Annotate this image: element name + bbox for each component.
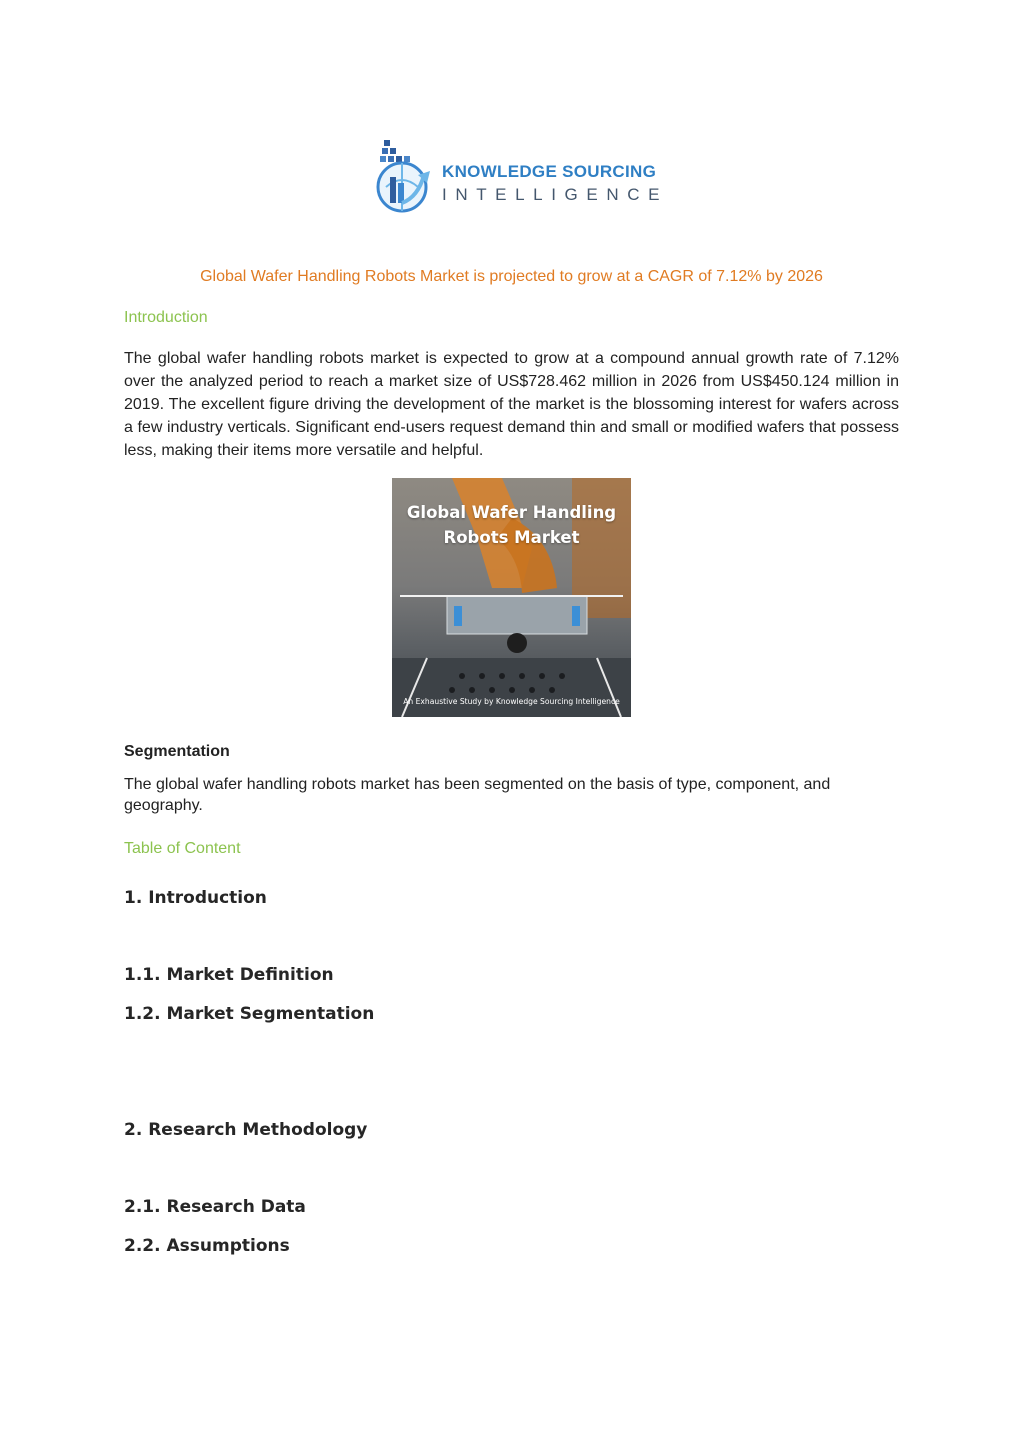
logo-text-line2: INTELLIGENCE [442, 185, 669, 204]
report-image-divider [400, 595, 623, 597]
logo-text-line1: KNOWLEDGE SOURCING [442, 162, 657, 181]
report-image-title-line1: Global Wafer Handling [406, 503, 617, 522]
report-image-title [392, 500, 631, 550]
report-cover-image [392, 478, 631, 717]
introduction-paragraph: The global wafer handling robots market is expected to grow at a compound annual growth rate of 7.12% over the analyzed period to reach a market size of US$728.462 million in 2026 from US$450.124 million in 2019. The excellent figure driving the development of the market is the blossoming interest for wafers across a few industry verticals. Significant end-users request demand thin and small or modified wafers that possess less, making their items more versatile and helpful. [124, 350, 899, 459]
page-title: Global Wafer Handling Robots Market is projected to grow at a CAGR of 7.12% by 2026 [200, 268, 823, 285]
segmentation-heading: Segmentation [124, 743, 230, 760]
toc-item: 2.2. Assumptions [124, 1236, 290, 1256]
company-logo [372, 135, 669, 215]
toc-item: 2.1. Research Data [124, 1197, 306, 1217]
toc-item: 1. Introduction [124, 888, 267, 908]
report-image-caption: An Exhaustive Study by Knowledge Sourcing Intelligence [403, 697, 620, 706]
segmentation-paragraph: The global wafer handling robots market has been segmented on the basis of type, component, and geography. [124, 776, 831, 814]
report-image-title-line2: Robots Market [443, 528, 580, 547]
toc-label: Table of Content [124, 840, 241, 857]
toc-item: 1.2. Market Segmentation [124, 1004, 375, 1024]
toc-item: 2. Research Methodology [124, 1120, 368, 1140]
logo-mark-icon [372, 135, 442, 215]
introduction-label: Introduction [124, 309, 208, 326]
toc-item: 1.1. Market Definition [124, 965, 334, 985]
